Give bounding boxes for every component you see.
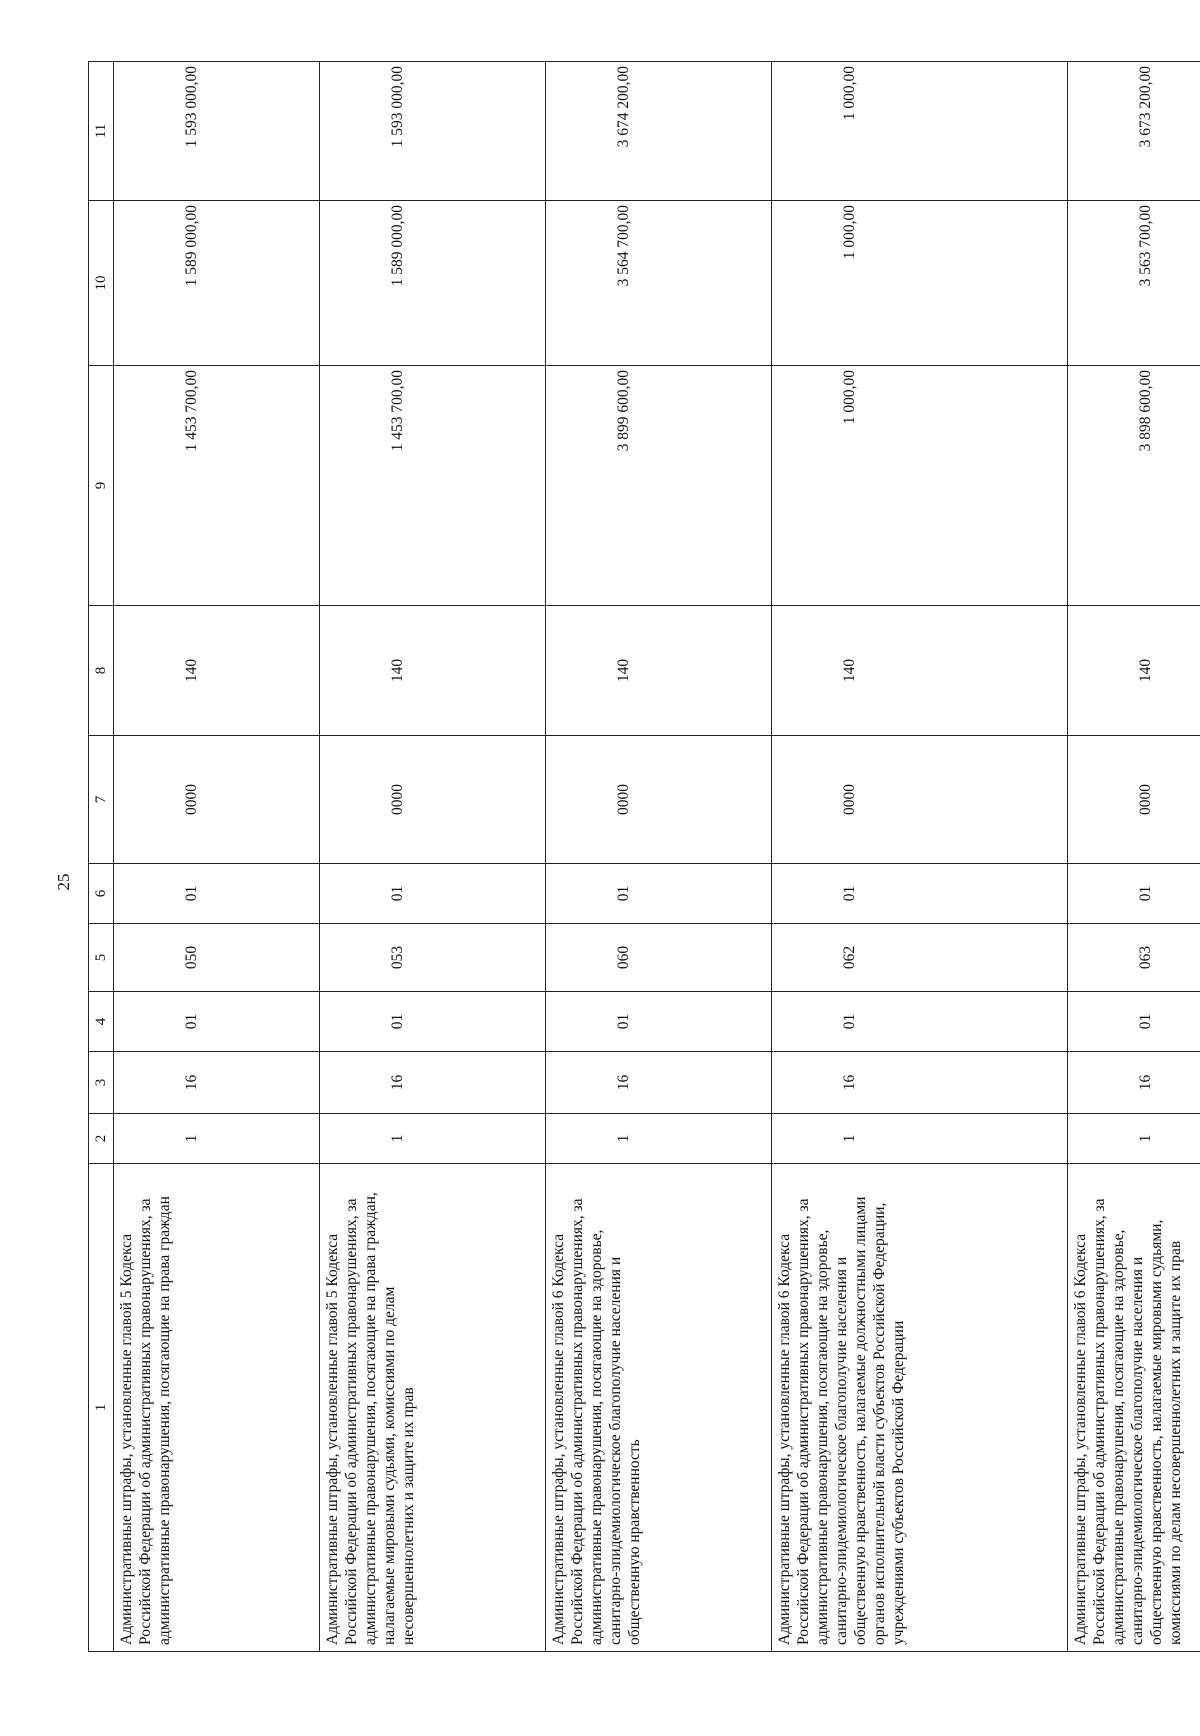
column-header: 5 (89, 924, 114, 992)
code-cell: 01 (546, 992, 772, 1052)
amount-cell: 1 589 000,00 (320, 201, 546, 366)
row-description: Административные штрафы, установленные главой 6 Кодекса Российской Федерации об административных правонарушениях, за административные правонарушения, посягающие на здоровье, санитарно-эпидемиологическое благополучие населения и общественную нравственность, налагаемые мировыми судьями, комиссиями по делам несовершеннолетних и защите их прав (1068, 1164, 1200, 1652)
code-cell: 1 (114, 1114, 320, 1164)
amount-cell: 3 898 600,00 (1068, 366, 1200, 606)
code-cell: 0000 (772, 736, 1068, 864)
code-cell: 050 (114, 924, 320, 992)
amount-cell: 1 000,00 (772, 62, 1068, 201)
column-header: 8 (89, 606, 114, 736)
code-cell: 1 (546, 1114, 772, 1164)
table-row (546, 62, 772, 1652)
column-header: 6 (89, 864, 114, 924)
amount-cell: 3 564 700,00 (546, 201, 772, 366)
amount-cell: 1 453 700,00 (114, 366, 320, 606)
code-cell: 0000 (320, 736, 546, 864)
row-description: Административные штрафы, установленные главой 6 Кодекса Российской Федерации об административных правонарушениях, за административные правонарушения, посягающие на здоровье, санитарно-эпидемиологическое благополучие населения и общественную нравственность (546, 1164, 772, 1652)
column-header: 3 (89, 1052, 114, 1114)
row-description: Административные штрафы, установленные главой 5 Кодекса Российской Федерации об административных правонарушениях, за административные правонарушения, посягающие на права граждан, налагаемые мировыми судьями, комиссиями по делам несовершеннолетних и защите их прав (320, 1164, 546, 1652)
code-cell: 16 (772, 1052, 1068, 1114)
code-cell: 063 (1068, 924, 1200, 992)
code-cell: 01 (320, 864, 546, 924)
column-header: 2 (89, 1114, 114, 1164)
amount-cell: 3 674 200,00 (546, 62, 772, 201)
code-cell: 140 (772, 606, 1068, 736)
row-description: Административные штрафы, установленные главой 5 Кодекса Российской Федерации об административных правонарушениях, за административные правонарушения, посягающие на права граждан (114, 1164, 320, 1652)
code-cell: 01 (1068, 864, 1200, 924)
code-cell: 01 (772, 864, 1068, 924)
amount-cell: 3 563 700,00 (1068, 201, 1200, 366)
amount-cell: 1 453 700,00 (320, 366, 546, 606)
code-cell: 01 (772, 992, 1068, 1052)
amount-cell: 1 593 000,00 (320, 62, 546, 201)
table-row (114, 62, 320, 1652)
code-cell: 1 (1068, 1114, 1200, 1164)
amount-cell: 3 899 600,00 (546, 366, 772, 606)
code-cell: 140 (320, 606, 546, 736)
code-cell: 053 (320, 924, 546, 992)
column-header: 11 (89, 62, 114, 201)
code-cell: 01 (320, 992, 546, 1052)
code-cell: 1 (320, 1114, 546, 1164)
amount-cell: 1 589 000,00 (114, 201, 320, 366)
table-row (320, 62, 546, 1652)
table-row (772, 62, 1068, 1652)
code-cell: 140 (546, 606, 772, 736)
column-header: 9 (89, 366, 114, 606)
code-cell: 0000 (114, 736, 320, 864)
code-cell: 1 (772, 1114, 1068, 1164)
row-description: Административные штрафы, установленные главой 6 Кодекса Российской Федерации об административных правонарушениях, за административные правонарушения, посягающие на здоровье, санитарно-эпидемиологическое благополучие населения и общественную нравственность, налагаемые должностными лицами органов исполнительной власти субъектов Российской Федерации, учреждениями субъектов Российской Федерации (772, 1164, 1068, 1652)
code-cell: 16 (546, 1052, 772, 1114)
amount-cell: 1 000,00 (772, 201, 1068, 366)
code-cell: 062 (772, 924, 1068, 992)
code-cell: 01 (114, 864, 320, 924)
column-header: 7 (89, 736, 114, 864)
column-header: 10 (89, 201, 114, 366)
code-cell: 0000 (1068, 736, 1200, 864)
column-header: 1 (89, 1164, 114, 1652)
code-cell: 01 (546, 864, 772, 924)
revenue-table (88, 61, 1200, 1652)
code-cell: 140 (114, 606, 320, 736)
code-cell: 16 (1068, 1052, 1200, 1114)
code-cell: 01 (1068, 992, 1200, 1052)
table-row (1068, 62, 1200, 1652)
column-header: 4 (89, 992, 114, 1052)
code-cell: 16 (114, 1052, 320, 1114)
column-number-row (89, 62, 114, 1652)
amount-cell: 1 000,00 (772, 366, 1068, 606)
code-cell: 060 (546, 924, 772, 992)
code-cell: 16 (320, 1052, 546, 1114)
amount-cell: 1 593 000,00 (114, 62, 320, 201)
code-cell: 0000 (546, 736, 772, 864)
page-number: 25 (54, 873, 73, 891)
code-cell: 140 (1068, 606, 1200, 736)
code-cell: 01 (114, 992, 320, 1052)
rotated-table-wrapper (88, 62, 1184, 1652)
amount-cell: 3 673 200,00 (1068, 62, 1200, 201)
